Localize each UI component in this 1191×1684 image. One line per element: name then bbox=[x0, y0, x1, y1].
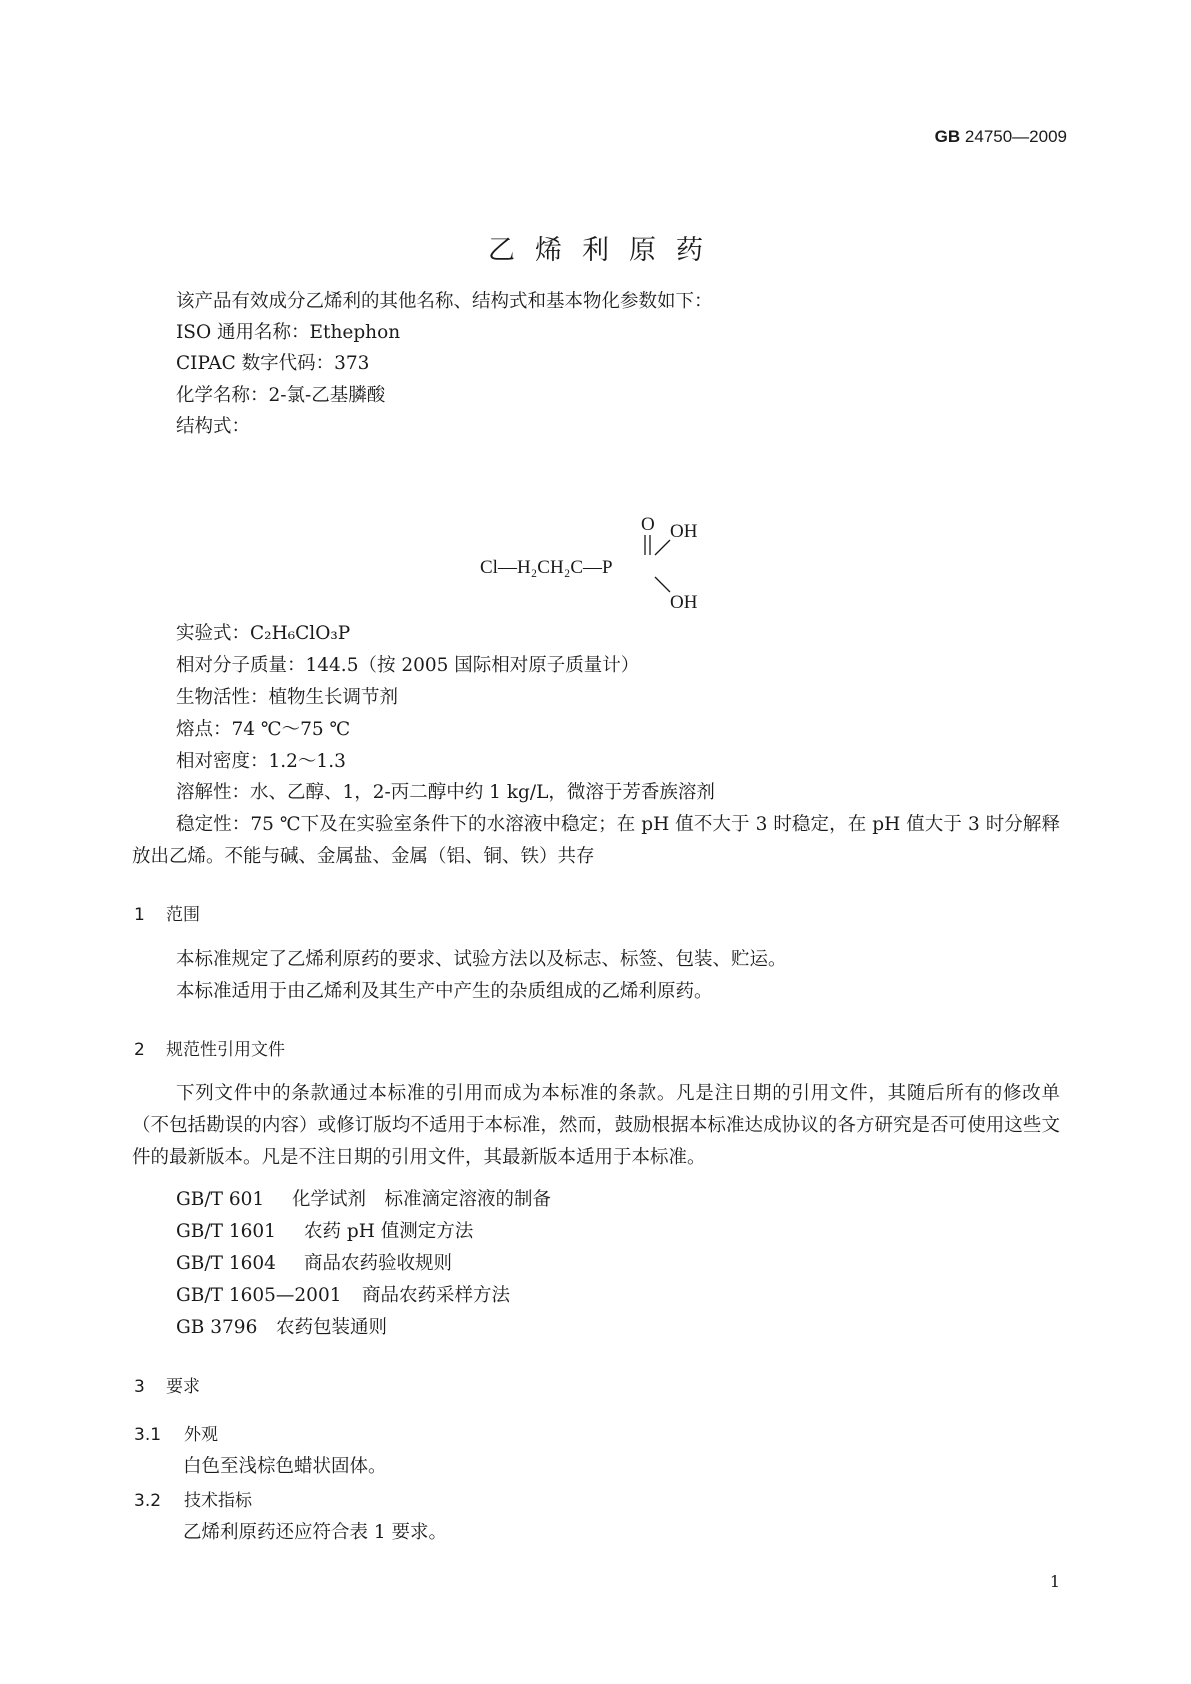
standard-number bbox=[935, 127, 1067, 147]
section-3-title: 要求 bbox=[166, 1377, 200, 1397]
section-2-title: 规范性引用文件 bbox=[166, 1040, 285, 1060]
reference-title: 商品农药采样方法 bbox=[362, 1285, 511, 1306]
biological-activity: 生物活性：植物生长调节剂 bbox=[176, 687, 399, 708]
section-3-1-heading bbox=[134, 1420, 218, 1445]
reference-item bbox=[176, 1185, 551, 1211]
document-title: 乙烯利原药 bbox=[488, 235, 723, 266]
section-3-heading bbox=[134, 1372, 200, 1397]
hydroxyl-top: OH bbox=[670, 521, 698, 542]
section-1-paragraph-1: 本标准规定了乙烯利原药的要求、试验方法以及标志、标签、包装、贮运。 bbox=[176, 949, 787, 970]
reference-title: 化学试剂 标准滴定溶液的制备 bbox=[292, 1189, 552, 1210]
empirical-formula-label: 实验式： bbox=[176, 623, 251, 644]
section-2-heading bbox=[134, 1035, 285, 1060]
intro-lead: 该产品有效成分乙烯利的其他名称、结构式和基本物化参数如下： bbox=[176, 291, 713, 312]
reference-title: 农药包装通则 bbox=[276, 1317, 388, 1338]
section-1-paragraph-2: 本标准适用于由乙烯利及其生产中产生的杂质组成的乙烯利原药。 bbox=[176, 981, 713, 1002]
section-3-number: 3 bbox=[134, 1377, 145, 1397]
standard-code: 24750—2009 bbox=[964, 127, 1067, 146]
structure-label: 结构式： bbox=[176, 416, 251, 437]
reference-item bbox=[176, 1217, 473, 1243]
section-2-number: 2 bbox=[134, 1040, 145, 1060]
section-3-1-title: 外观 bbox=[184, 1425, 218, 1445]
empirical-formula bbox=[176, 618, 350, 650]
formula-oxygen: O bbox=[641, 514, 655, 535]
reference-code: GB/T 1604 bbox=[176, 1253, 276, 1274]
reference-title: 农药 pH 值测定方法 bbox=[304, 1221, 474, 1242]
reference-item bbox=[176, 1281, 510, 1307]
reference-code: GB/T 1601 bbox=[176, 1221, 276, 1242]
structural-formula bbox=[480, 505, 730, 615]
section-1-number: 1 bbox=[134, 905, 145, 925]
section-3-2-number: 3.2 bbox=[134, 1491, 162, 1511]
reference-code: GB 3796 bbox=[176, 1317, 258, 1338]
section-1-heading bbox=[134, 900, 200, 925]
reference-title: 商品农药验收规则 bbox=[304, 1253, 453, 1274]
reference-item bbox=[176, 1313, 387, 1339]
hydroxyl-bottom: OH bbox=[670, 592, 698, 613]
section-3-2-heading bbox=[134, 1486, 252, 1511]
solubility: 溶解性：水、乙醇、1，2-丙二醇中约 1 kg/L，微溶于芳香族溶剂 bbox=[176, 782, 715, 803]
relative-density: 相对密度：1.2～1.3 bbox=[176, 751, 346, 772]
empirical-formula-value: C₂H₆ClO₃P bbox=[250, 623, 351, 644]
reference-item bbox=[176, 1249, 452, 1275]
section-3-2-title: 技术指标 bbox=[184, 1491, 252, 1511]
melting-point: 熔点：74 ℃～75 ℃ bbox=[176, 719, 351, 740]
cipac-code: CIPAC 数字代码：373 bbox=[176, 353, 370, 374]
molecular-mass: 相对分子质量：144.5（按 2005 国际相对原子质量计） bbox=[176, 655, 640, 676]
section-2-paragraph: 下列文件中的条款通过本标准的引用而成为本标准的条款。凡是注日期的引用文件，其随后所有的修改单（不包括勘误的内容）或修订版均不适用于本标准，然而，鼓励根据本标准达成协议的各方研究是否可使用这些文件的最新版本。凡是不注日期的引用文件，其最新版本适用于本标准。 bbox=[132, 1083, 1060, 1168]
technical-index-text: 乙烯利原药还应符合表 1 要求。 bbox=[183, 1522, 448, 1543]
chemical-name: 化学名称：2-氯-乙基膦酸 bbox=[176, 385, 386, 406]
standard-prefix: GB bbox=[934, 127, 961, 146]
stability: 稳定性：75 ℃下及在实验室条件下的水溶液中稳定；在 pH 值不大于 3 时稳定，在 pH 值大于 3 时分解释放出乙烯。不能与碱、金属盐、金属（铝、铜、铁）共存 bbox=[132, 814, 1060, 867]
appearance-text: 白色至浅棕色蜡状固体。 bbox=[183, 1456, 387, 1477]
reference-code: GB/T 601 bbox=[176, 1189, 265, 1210]
bond-oh-bottom bbox=[655, 577, 670, 592]
section-1-title: 范围 bbox=[166, 905, 200, 925]
bond-oh-top bbox=[655, 540, 670, 555]
formula-chain-text: Cl—H₂CH₂C—P bbox=[480, 557, 613, 578]
iso-common-name: ISO 通用名称：Ethephon bbox=[176, 322, 401, 343]
page-number: 1 bbox=[1049, 1572, 1060, 1591]
section-3-1-number: 3.1 bbox=[134, 1425, 162, 1445]
reference-code: GB/T 1605—2001 bbox=[176, 1285, 342, 1306]
